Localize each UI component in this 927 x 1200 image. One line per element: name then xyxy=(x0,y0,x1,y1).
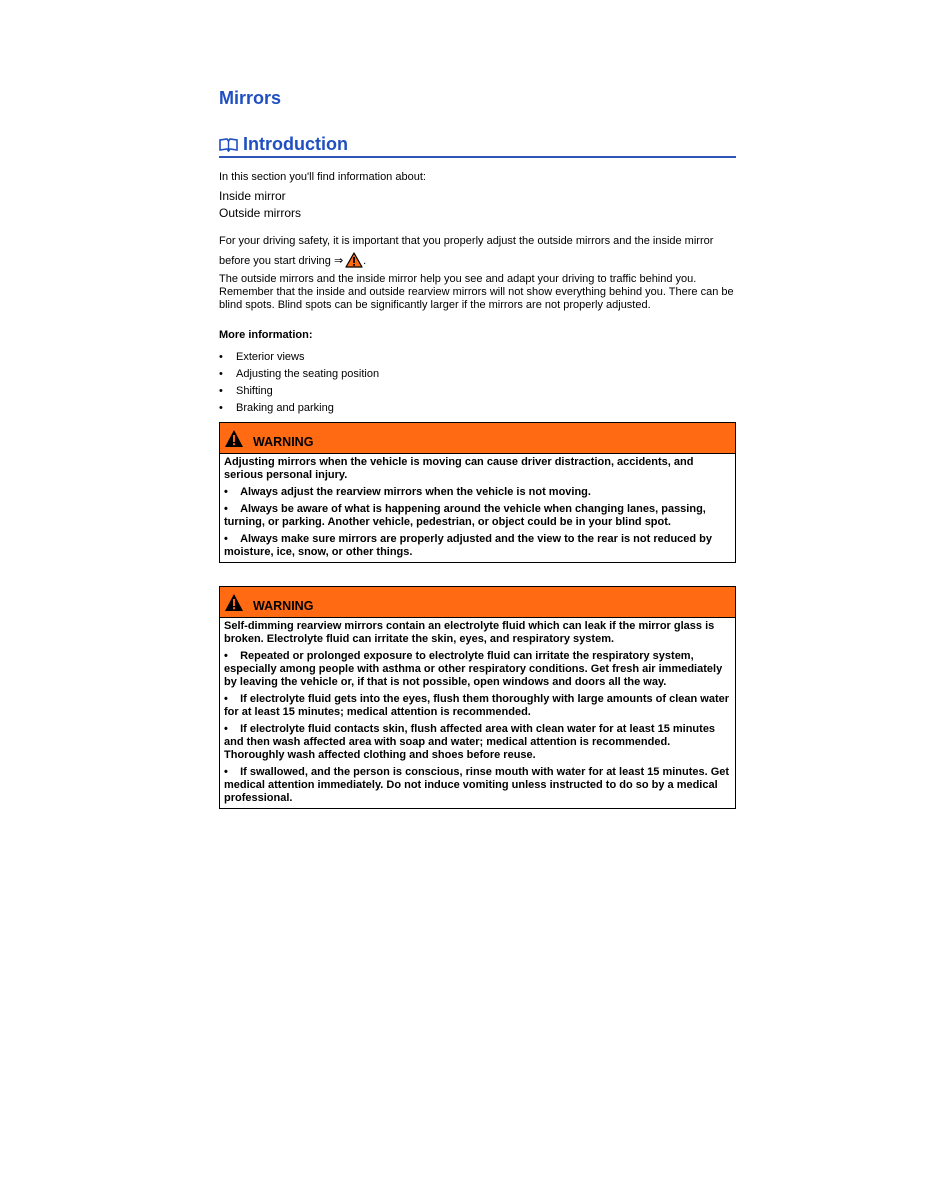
topic-link[interactable]: Inside mirror xyxy=(219,189,286,203)
warning-lead: Self-dimming rearview mirrors contain an electrolyte fluid which can leak if the mirror glass is broken. Electrolyte fluid can irritate the skin, eyes, and respiratory system. xyxy=(224,620,715,645)
list-item-label[interactable]: Braking and parking xyxy=(236,402,334,414)
list-item[interactable]: • Braking and parking xyxy=(219,400,736,417)
warning-item: • Repeated or prolonged exposure to electrolyte fluid can irritate the respiratory system, especially among people with asthma or other respiratory conditions. Get fresh air immediately by leaving the vehicle or, if that is not possible, open windows and doors all the way. xyxy=(224,650,723,688)
safety-paragraph-line: before you start driving ⇒ xyxy=(219,255,344,267)
warning-label: WARNING xyxy=(253,599,314,613)
topic-list xyxy=(219,188,736,222)
chapter-title: Mirrors xyxy=(219,88,282,108)
warning-item: • If electrolyte fluid gets into the eyes, flush them thoroughly with large amounts of clean water for at least 15 minutes; medical attention is recommended. xyxy=(224,693,730,718)
section-header xyxy=(219,133,736,158)
warning-box xyxy=(219,586,736,809)
warning-header xyxy=(220,587,735,618)
list-item-label[interactable]: Adjusting the seating position xyxy=(236,368,380,380)
book-icon xyxy=(219,137,238,152)
more-info-heading: More information: xyxy=(219,329,313,341)
page-content xyxy=(219,86,736,804)
warning-body xyxy=(220,454,735,562)
warning-item: • Always make sure mirrors are properly adjusted and the view to the rear is not reduced by moisture, ice, snow, or other things. xyxy=(224,533,713,558)
warning-label: WARNING xyxy=(253,435,314,449)
safety-paragraph-line: For your driving safety, it is important that you properly adjust the outside mirrors and the inside mirror xyxy=(219,235,714,247)
warning-body xyxy=(220,618,735,808)
list-item[interactable]: • Adjusting the seating position xyxy=(219,366,736,383)
warning-item: • Always be aware of what is happening around the vehicle when changing lanes, passing, turning, or parking. Another vehicle, pedestrian, or object could be in your blind spot. xyxy=(224,503,706,528)
topic-link[interactable]: Outside mirrors xyxy=(219,206,302,220)
warning-triangle-icon xyxy=(224,429,244,448)
list-item[interactable]: • Exterior views xyxy=(219,349,736,366)
warning-triangle-icon xyxy=(224,593,244,612)
section-title: Introduction xyxy=(243,134,348,154)
warning-box xyxy=(219,422,736,563)
more-info-list xyxy=(219,349,736,417)
mirrors-paragraph: The outside mirrors and the inside mirror help you see and adapt your driving to traffic behind you. Remember that the inside and outside rearview mirrors will not show everything behind you. There can be blind spots. Blind spots can be significantly larger if the mirrors are not properly adjusted. xyxy=(219,273,734,311)
intro-line: In this section you'll find information about: xyxy=(219,171,426,183)
safety-paragraph-end: . xyxy=(363,255,367,267)
list-item[interactable]: • Shifting xyxy=(219,383,736,400)
warning-item: • Always adjust the rearview mirrors when the vehicle is not moving. xyxy=(224,486,591,498)
warning-lead: Adjusting mirrors when the vehicle is moving can cause driver distraction, accidents, and serious personal injury. xyxy=(224,456,694,481)
safety-paragraph xyxy=(219,234,736,268)
list-item-label[interactable]: Exterior views xyxy=(236,351,305,363)
warning-item: • If swallowed, and the person is conscious, rinse mouth with water for at least 15 minutes. Get medical attention immediately. Do not induce vomiting unless instructed to do so by a medical professional. xyxy=(224,766,730,804)
warning-item: • If electrolyte fluid contacts skin, flush affected area with clean water for at least 15 minutes and then wash affected area with soap and water; medical attention is recommended. Thoroughly wash affected clothing and shoes before reuse. xyxy=(224,723,716,761)
list-item-label[interactable]: Shifting xyxy=(236,385,273,397)
warning-header xyxy=(220,423,735,454)
warning-reference-icon[interactable] xyxy=(345,252,363,268)
